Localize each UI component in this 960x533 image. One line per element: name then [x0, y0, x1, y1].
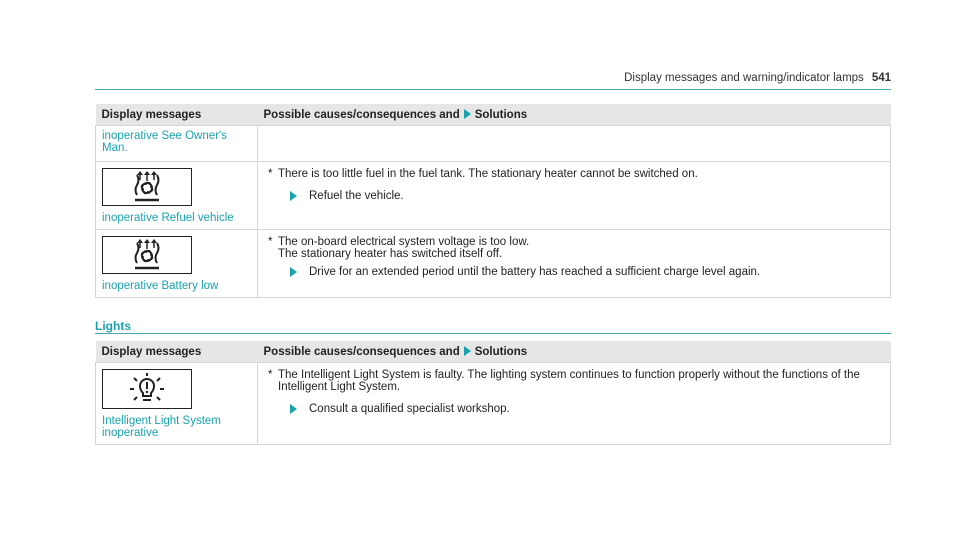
col-display-messages: Display messages	[96, 104, 258, 126]
message-text: inoperative Battery low	[102, 280, 219, 292]
arrow-icon	[464, 346, 471, 356]
page-number: 541	[871, 72, 891, 84]
section-title-lights: Lights	[95, 319, 131, 333]
fuel-heater-icon	[102, 236, 192, 274]
col-display-messages: Display messages	[96, 341, 258, 363]
cause-cell: * The Intelligent Light System is faulty. The lighting system continues to function properly without the functions of the Intelligent Light System. Consult a qualified specialist workshop.	[258, 363, 891, 445]
lights-table	[95, 341, 891, 445]
cause-cell: * The on-board electrical system voltage is too low. The stationary heater has switched itself off. Drive for an extended period until the battery has reached a sufficient charge level again.	[258, 230, 891, 298]
section-rule	[95, 333, 891, 334]
message-line-2: inoperative	[102, 427, 159, 439]
header-rule	[95, 89, 891, 90]
stationary-heater-table	[95, 104, 891, 298]
header-title: Display messages and warning/indicator lamps	[624, 72, 864, 84]
fuel-heater-icon	[102, 168, 192, 206]
cause-text: The on-board electrical system voltage is too low.	[278, 236, 530, 248]
col-causes-solutions	[258, 341, 891, 363]
col-causes-label: Possible causes/consequences and	[263, 109, 460, 121]
cause-text: There is too little fuel in the fuel tank. The stationary heater cannot be switched on.	[278, 168, 698, 180]
table-row	[96, 363, 891, 445]
message-cell	[96, 162, 258, 230]
message-cell	[96, 363, 258, 445]
table-header-row	[96, 341, 891, 363]
table-row	[96, 126, 891, 162]
arrow-icon	[290, 191, 297, 201]
message-text: inoperative Refuel vehicle	[102, 212, 234, 224]
arrow-icon	[464, 109, 471, 119]
message-cell	[96, 230, 258, 298]
cause-cell: * There is too little fuel in the fuel tank. The stationary heater cannot be switched on. Refuel the vehicle.	[258, 162, 891, 230]
table-row	[96, 162, 891, 230]
col-solutions-label: Solutions	[474, 346, 528, 358]
solution-text: Consult a qualified specialist workshop.	[309, 403, 510, 415]
message-line-1: Intelligent Light System	[102, 415, 221, 427]
solution-text: Drive for an extended period until the battery has reached a sufficient charge level again.	[309, 266, 761, 278]
intelligent-light-warning-icon	[102, 369, 192, 409]
table-header-row	[96, 104, 891, 126]
solution-text: Refuel the vehicle.	[309, 190, 404, 202]
cause-text: The Intelligent Light System is faulty. The lighting system continues to function properly without the functions of the Intelligent Light System.	[278, 369, 860, 393]
arrow-icon	[290, 404, 297, 414]
col-solutions-label: Solutions	[474, 109, 528, 121]
arrow-icon	[290, 267, 297, 277]
table-row	[96, 230, 891, 298]
message-cell: inoperative See Owner's Man.	[96, 126, 258, 162]
cause-text-2: The stationary heater has switched itself off.	[278, 248, 503, 260]
page-header	[95, 72, 891, 84]
col-causes-solutions	[258, 104, 891, 126]
cause-cell	[258, 126, 891, 162]
col-causes-label: Possible causes/consequences and	[263, 346, 460, 358]
